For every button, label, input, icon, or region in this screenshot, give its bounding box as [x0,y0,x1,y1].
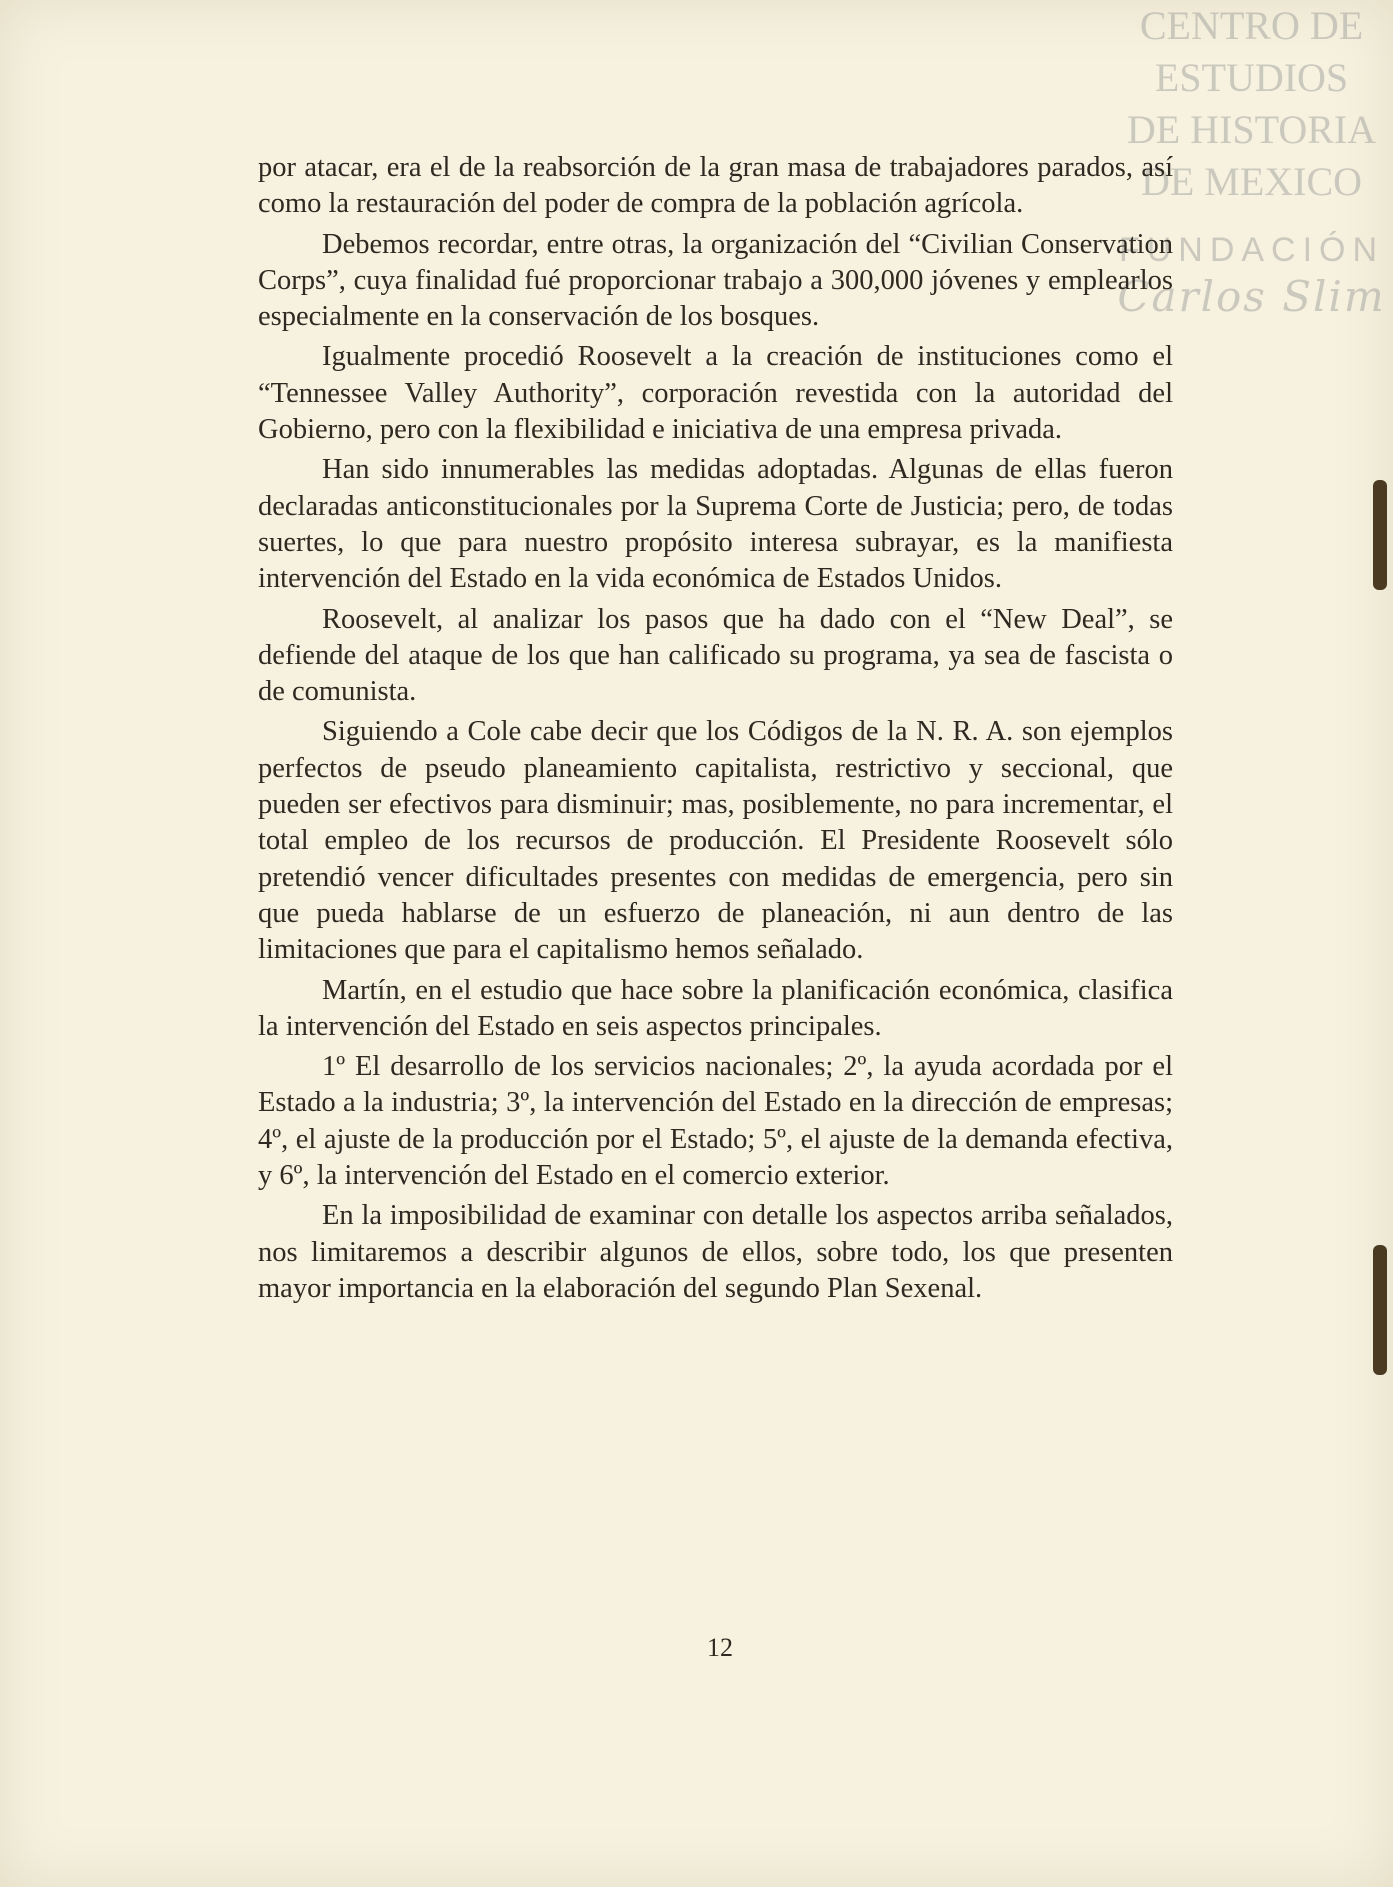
watermark-foundation: FUNDACIÓN [1118,231,1385,269]
binding-staple [1373,480,1387,590]
paragraph: Debemos recordar, entre otras, la organización del “Civilian Conservation Corps”, cuya finalidad fué proporcionar trabajo a 300,000 jóvenes y emplearlos especialmente en la conservación de los bosques. [258,228,1173,333]
paragraph: Siguiendo a Cole cabe decir que los Códigos de la N. R. A. son ejemplos perfectos de pseudo planeamiento capitalista, restrictivo y seccional, que pueden ser efectivos para disminuir; mas, posiblemente, no para incrementar, el total empleo de los recursos de producción. El Presidente Roosevelt sólo pretendió vencer dificultades presentes con medidas de emergencia, pero sin que pueda hablarse de un esfuerzo de planeación, ni aun dentro de las limitaciones que para el capitalismo hemos señalado. [258,716,1173,966]
paragraph: Martín, en el estudio que hace sobre la planificación económica, clasifica la intervención del Estado en seis aspectos principales. [258,974,1173,1042]
paragraph: Han sido innumerables las medidas adoptadas. Algunas de ellas fueron declaradas anticonstitucionales por la Suprema Corte de Justicia; pero, de todas suertes, lo que para nuestro propósito interesa subrayar, es la manifiesta intervención del Estado en la vida económica de Estados Unidos. [258,454,1173,595]
body-text [258,150,1173,1311]
paragraph: por atacar, era el de la reabsorción de la gran masa de trabajadores parados, así como la restauración del poder de compra de la población agrícola. [258,152,1173,220]
paragraph: En la imposibilidad de examinar con detalle los aspectos arriba señalados, nos limitaremos a describir algunos de ellos, sobre todo, los que presenten mayor importancia en la elaboración del segundo Plan Sexenal. [258,1200,1173,1304]
paragraph: 1º El desarrollo de los servicios nacionales; 2º, la ayuda acordada por el Estado a la industria; 3º, la intervención del Estado en la dirección de empresas; 4º, el ajuste de la producción por el Estado; 5º, el ajuste de la demanda efectiva, y 6º, la intervención del Estado en el comercio exterior. [258,1051,1173,1192]
watermark-signature: Carlos Slim [1117,272,1386,321]
paragraph: Igualmente procedió Roosevelt a la creación de instituciones como el “Tennessee Valley Authority”, corporación revestida con la autoridad del Gobierno, pero con la flexibilidad e iniciativa de una empresa privada. [258,341,1173,446]
watermark-line: ESTUDIOS [1154,55,1349,100]
page-number: 12 [707,1633,733,1662]
watermark-line: CENTRO DE [1139,3,1364,48]
paragraph: Roosevelt, al analizar los pasos que ha dado con el “New Deal”, se defiende del ataque de los que han calificado su programa, ya sea de fascista o de comunista. [258,603,1173,708]
watermark-line: DE MEXICO [1140,159,1363,204]
watermark-line: DE HISTORIA [1126,107,1377,152]
binding-staple [1373,1245,1387,1375]
